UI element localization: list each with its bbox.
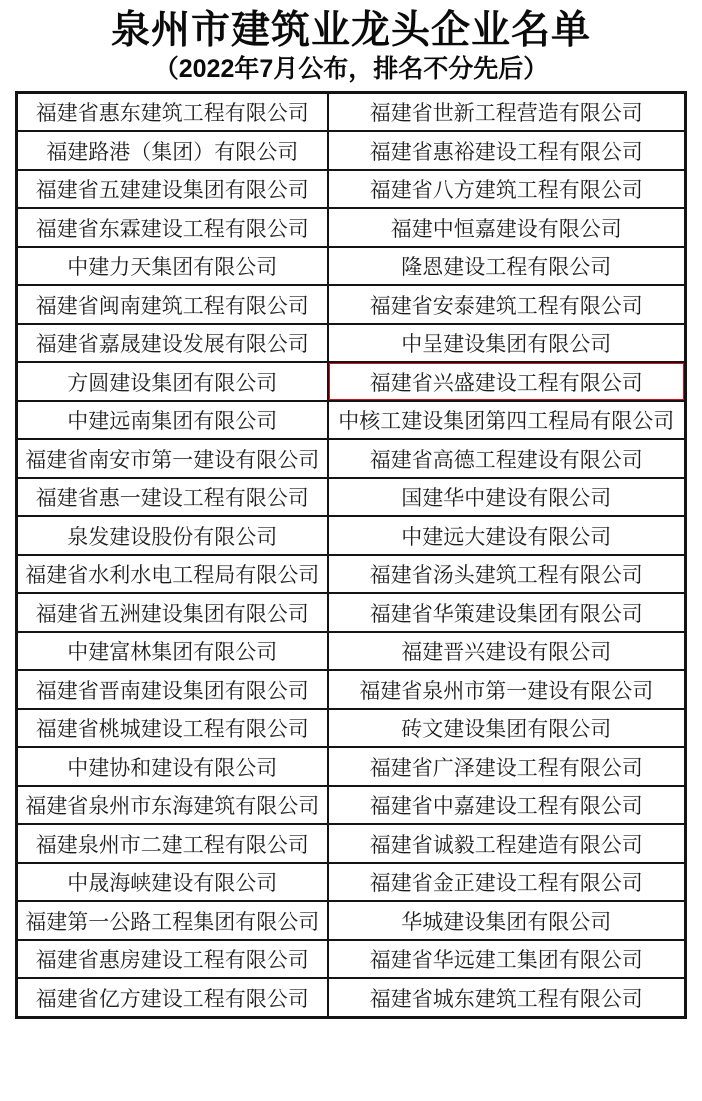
table-row [17,439,686,478]
company-cell-left: 福建省东霖建设工程有限公司 [17,208,328,247]
table-row [17,362,686,401]
company-cell-left: 福建省嘉晟建设发展有限公司 [17,324,328,363]
company-cell-left: 福建泉州市二建工程有限公司 [17,824,328,863]
table-row [17,786,686,825]
table-row [17,978,686,1017]
company-cell-right: 福建省八方建筑工程有限公司 [328,170,686,209]
company-cell-left: 福建省五建建设集团有限公司 [17,170,328,209]
company-cell-right: 国建华中建设有限公司 [328,478,686,517]
highlighted-company-cell: 福建省兴盛建设工程有限公司 [328,362,686,401]
table-row [17,170,686,209]
company-cell-left: 福建路港（集团）有限公司 [17,131,328,170]
company-list-table [15,91,687,1019]
company-cell-left: 福建第一公路工程集团有限公司 [17,901,328,940]
table-row [17,940,686,979]
table-row [17,593,686,632]
table-row [17,208,686,247]
company-cell-left: 福建省晋南建设集团有限公司 [17,670,328,709]
company-cell-left: 中建富林集团有限公司 [17,632,328,671]
company-cell-right: 福建省高德工程建设有限公司 [328,439,686,478]
company-cell-right: 福建省世新工程营造有限公司 [328,92,686,131]
company-cell-left: 福建省泉州市东海建筑有限公司 [17,786,328,825]
company-cell-left: 泉发建设股份有限公司 [17,516,328,555]
company-cell-right: 福建省诚毅工程建造有限公司 [328,824,686,863]
table-row [17,478,686,517]
table-row [17,131,686,170]
company-cell-right: 砖文建设集团有限公司 [328,709,686,748]
company-cell-right: 福建中恒嘉建设有限公司 [328,208,686,247]
table-row [17,632,686,671]
company-cell-right: 隆恩建设工程有限公司 [328,247,686,286]
table-row [17,709,686,748]
company-cell-left: 福建省惠一建设工程有限公司 [17,478,328,517]
table-row [17,247,686,286]
company-cell-left: 中建力天集团有限公司 [17,247,328,286]
company-cell-right: 福建省汤头建筑工程有限公司 [328,555,686,594]
table-row [17,92,686,131]
table-row [17,863,686,902]
table-row [17,285,686,324]
table-row [17,747,686,786]
company-cell-left: 中建远南集团有限公司 [17,401,328,440]
company-cell-right: 福建省城东建筑工程有限公司 [328,978,686,1017]
company-cell-left: 中建协和建设有限公司 [17,747,328,786]
company-cell-right: 福建省惠裕建设工程有限公司 [328,131,686,170]
company-cell-left: 福建省惠房建设工程有限公司 [17,940,328,979]
company-cell-right: 福建省金正建设工程有限公司 [328,863,686,902]
table-row [17,670,686,709]
company-cell-right: 福建晋兴建设有限公司 [328,632,686,671]
table-row [17,824,686,863]
company-cell-right: 中呈建设集团有限公司 [328,324,686,363]
company-cell-right: 中核工建设集团第四工程局有限公司 [328,401,686,440]
company-cell-left: 福建省水利水电工程局有限公司 [17,555,328,594]
company-cell-left: 福建省南安市第一建设有限公司 [17,439,328,478]
page-title: 泉州市建筑业龙头企业名单 [110,9,591,52]
company-cell-right: 中建远大建设有限公司 [328,516,686,555]
company-cell-left: 福建省闽南建筑工程有限公司 [17,285,328,324]
table-row [17,901,686,940]
company-list-body [17,92,686,1017]
company-cell-left: 方圆建设集团有限公司 [17,362,328,401]
company-cell-right: 福建省中嘉建设工程有限公司 [328,786,686,825]
company-cell-right: 福建省华远建工集团有限公司 [328,940,686,979]
table-row [17,324,686,363]
company-cell-right: 福建省华策建设集团有限公司 [328,593,686,632]
company-cell-left: 福建省惠东建筑工程有限公司 [17,92,328,131]
table-row [17,516,686,555]
table-row [17,401,686,440]
company-cell-left: 福建省亿方建设工程有限公司 [17,978,328,1017]
company-cell-right: 福建省泉州市第一建设有限公司 [328,670,686,709]
company-cell-right: 华城建设集团有限公司 [328,901,686,940]
company-cell-left: 中晟海峡建设有限公司 [17,863,328,902]
company-cell-right: 福建省安泰建筑工程有限公司 [328,285,686,324]
table-row [17,555,686,594]
page-subtitle: （2022年7月公布，排名不分先后） [153,54,549,83]
company-cell-left: 福建省五洲建设集团有限公司 [17,593,328,632]
company-cell-left: 福建省桃城建设工程有限公司 [17,709,328,748]
company-cell-right: 福建省广泽建设工程有限公司 [328,747,686,786]
